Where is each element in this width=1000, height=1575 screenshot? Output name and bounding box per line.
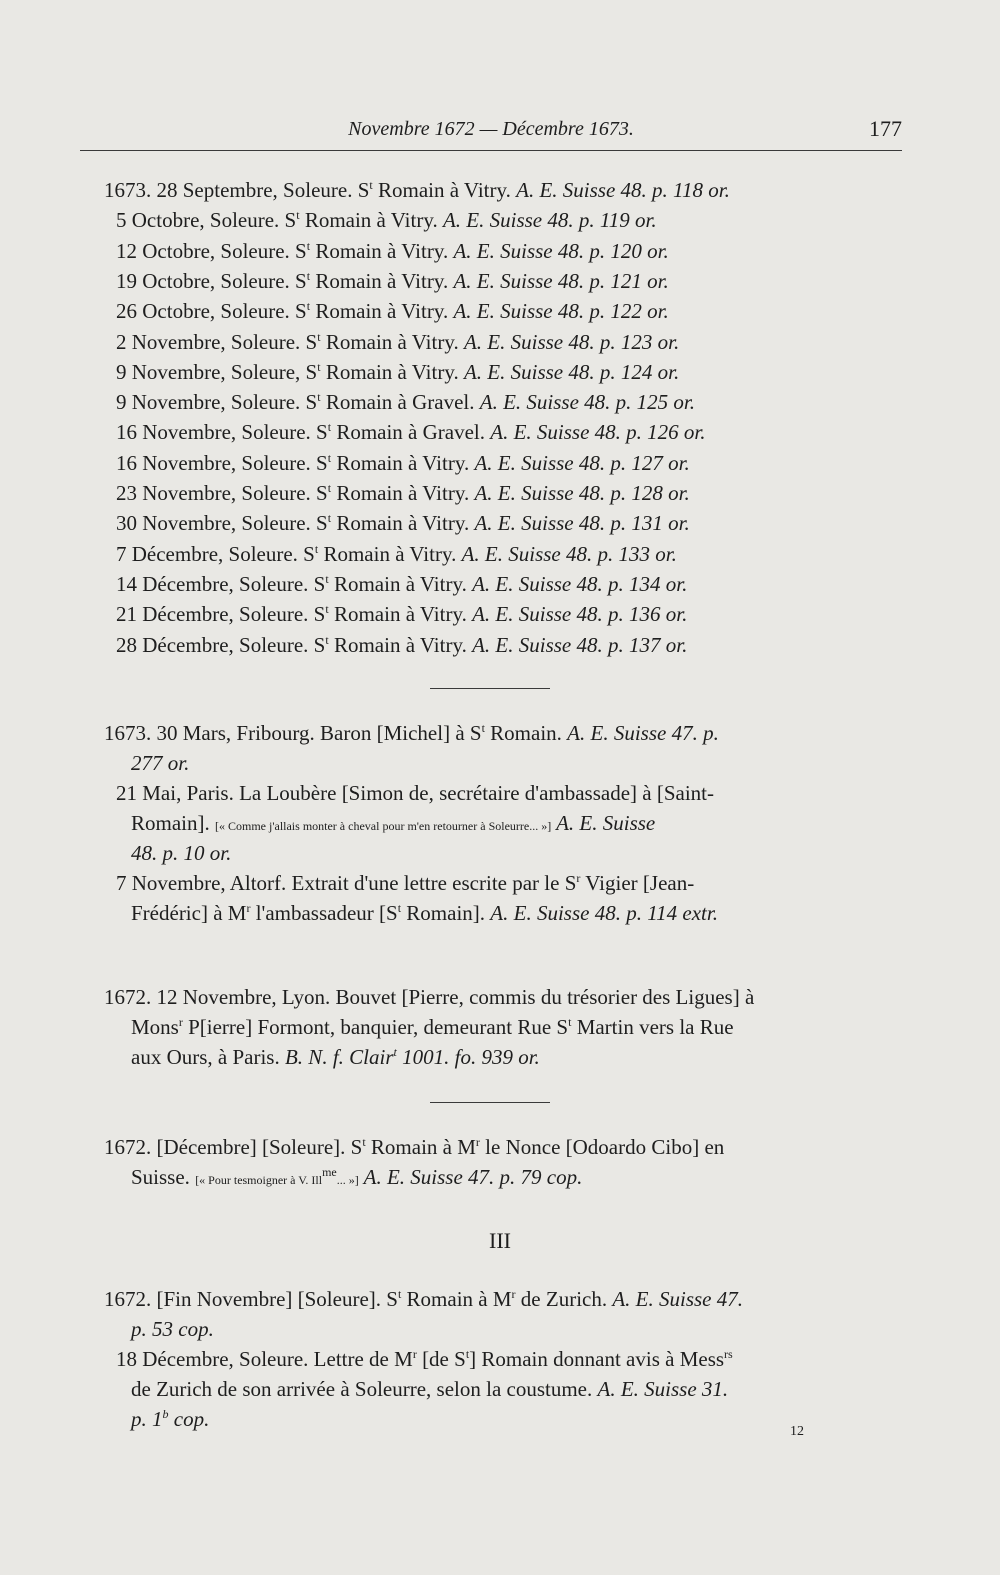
- entry-line: 30 Novembre, Soleure. $S^t$ Romain à Vitry. A. E. Suisse 48. p. 131 or.: [116, 511, 690, 536]
- entry-line: 1672. [Décembre] [Soleure]. $S^t$ Romain à $M^r$ le Nonce [Odoardo Cibo] en: [104, 1135, 725, 1159]
- section-heading: III: [489, 1228, 511, 1253]
- entry-line: 21 Mai, Paris. La Loubère [Simon de, secrétaire d'ambassade] à [Saint-: [116, 781, 714, 805]
- entry-line: p. 53 cop.: [131, 1317, 214, 1341]
- entry-line: 5 Octobre, Soleure. $S^t$ Romain à Vitry. A. E. Suisse 48. p. 119 or.: [116, 208, 657, 233]
- entry-line: 2 Novembre, Soleure. $S^t$ Romain à Vitry. A. E. Suisse 48. p. 123 or.: [116, 329, 680, 354]
- running-title: Novembre 1672 — Décembre 1673.: [348, 118, 634, 140]
- entry-line: Suisse. [« Pour tesmoigner à V. Ill$^{me}$... »] A. E. Suisse 47. p. 79 cop.: [131, 1165, 583, 1189]
- entry-line: de Zurich de son arrivée à Soleurre, selon la coustume. A. E. Suisse 31.: [131, 1377, 729, 1401]
- entry-line: 277 or.: [131, 751, 190, 775]
- entry-line: 14 Décembre, Soleure. $S^t$ Romain à Vitry. A. E. Suisse 48. p. 134 or.: [116, 571, 688, 596]
- entry-line: p. 1$^b$ cop.: [131, 1407, 210, 1431]
- entry-line: 1672. [Fin Novembre] [Soleure]. $S^t$ Romain à $M^r$ de Zurich. A. E. Suisse 47.: [104, 1287, 743, 1311]
- entry-line: 1673. 28 Septembre, Soleure. $S^t$ Romain à Vitry. A. E. Suisse 48. p. 118 or.: [104, 178, 730, 202]
- separator-rule: [430, 1102, 550, 1103]
- entry-line: 19 Octobre, Soleure. $S^t$ Romain à Vitry. A. E. Suisse 48. p. 121 or.: [116, 268, 669, 293]
- separator-rule: [430, 688, 550, 689]
- entry-line: 16 Novembre, Soleure. $S^t$ Romain à Vitry. A. E. Suisse 48. p. 127 or.: [116, 450, 690, 475]
- entry-line: 1672. 12 Novembre, Lyon. Bouvet [Pierre, commis du trésorier des Ligues] à: [104, 985, 755, 1009]
- entry-line: 21 Décembre, Soleure. $S^t$ Romain à Vitry. A. E. Suisse 48. p. 136 or.: [116, 602, 688, 627]
- entry-line: 28 Décembre, Soleure. $S^t$ Romain à Vitry. A. E. Suisse 48. p. 137 or.: [116, 632, 688, 657]
- entry-line: 12 Octobre, Soleure. $S^t$ Romain à Vitry. A. E. Suisse 48. p. 120 or.: [116, 238, 669, 263]
- entry-line: 1673. 30 Mars, Fribourg. Baron [Michel] à $S^t$ Romain. A. E. Suisse 47. p.: [104, 721, 719, 745]
- entry-line: aux Ours, à Paris. B. N. f. Clair$^t$ 1001. fo. 939 or.: [131, 1045, 540, 1069]
- entry-line: Frédéric] à $M^r$ l'ambassadeur [$S^t$ Romain]. A. E. Suisse 48. p. 114 extr.: [131, 901, 718, 925]
- entry-line: 18 Décembre, Soleure. Lettre de $M^r$ [de $S^t$] Romain donnant avis à Mess$^{rs}$: [116, 1347, 733, 1371]
- entry-line: Romain]. [« Comme j'allais monter à cheval pour m'en retourner à Soleurre... »] A. E. Suisse: [131, 811, 656, 835]
- entry-line: 23 Novembre, Soleure. $S^t$ Romain à Vitry. A. E. Suisse 48. p. 128 or.: [116, 481, 690, 505]
- signature-mark: 12: [790, 1424, 804, 1439]
- entry-line: 16 Novembre, Soleure. $S^t$ Romain à Gravel. A. E. Suisse 48. p. 126 or.: [116, 420, 706, 445]
- entry-line: 26 Octobre, Soleure. $S^t$ Romain à Vitry. A. E. Suisse 48. p. 122 or.: [116, 299, 669, 324]
- entry-line: 48. p. 10 or.: [131, 841, 232, 865]
- entry-line: 9 Novembre, Soleure, $S^t$ Romain à Vitry. A. E. Suisse 48. p. 124 or.: [116, 359, 680, 384]
- entry-line: 9 Novembre, Soleure. $S^t$ Romain à Gravel. A. E. Suisse 48. p. 125 or.: [116, 390, 696, 415]
- entry-line: 7 Novembre, Altorf. Extrait d'une lettre escrite par le $S^r$ Vigier [Jean-: [116, 871, 695, 895]
- page-number: 177: [869, 116, 902, 141]
- page-header: [80, 116, 902, 151]
- entry-line: 7 Décembre, Soleure. $S^t$ Romain à Vitry. A. E. Suisse 48. p. 133 or.: [116, 541, 677, 566]
- entry-line: Mons$^r$ P[ierre] Formont, banquier, demeurant Rue $S^t$ Martin vers la Rue: [131, 1015, 734, 1039]
